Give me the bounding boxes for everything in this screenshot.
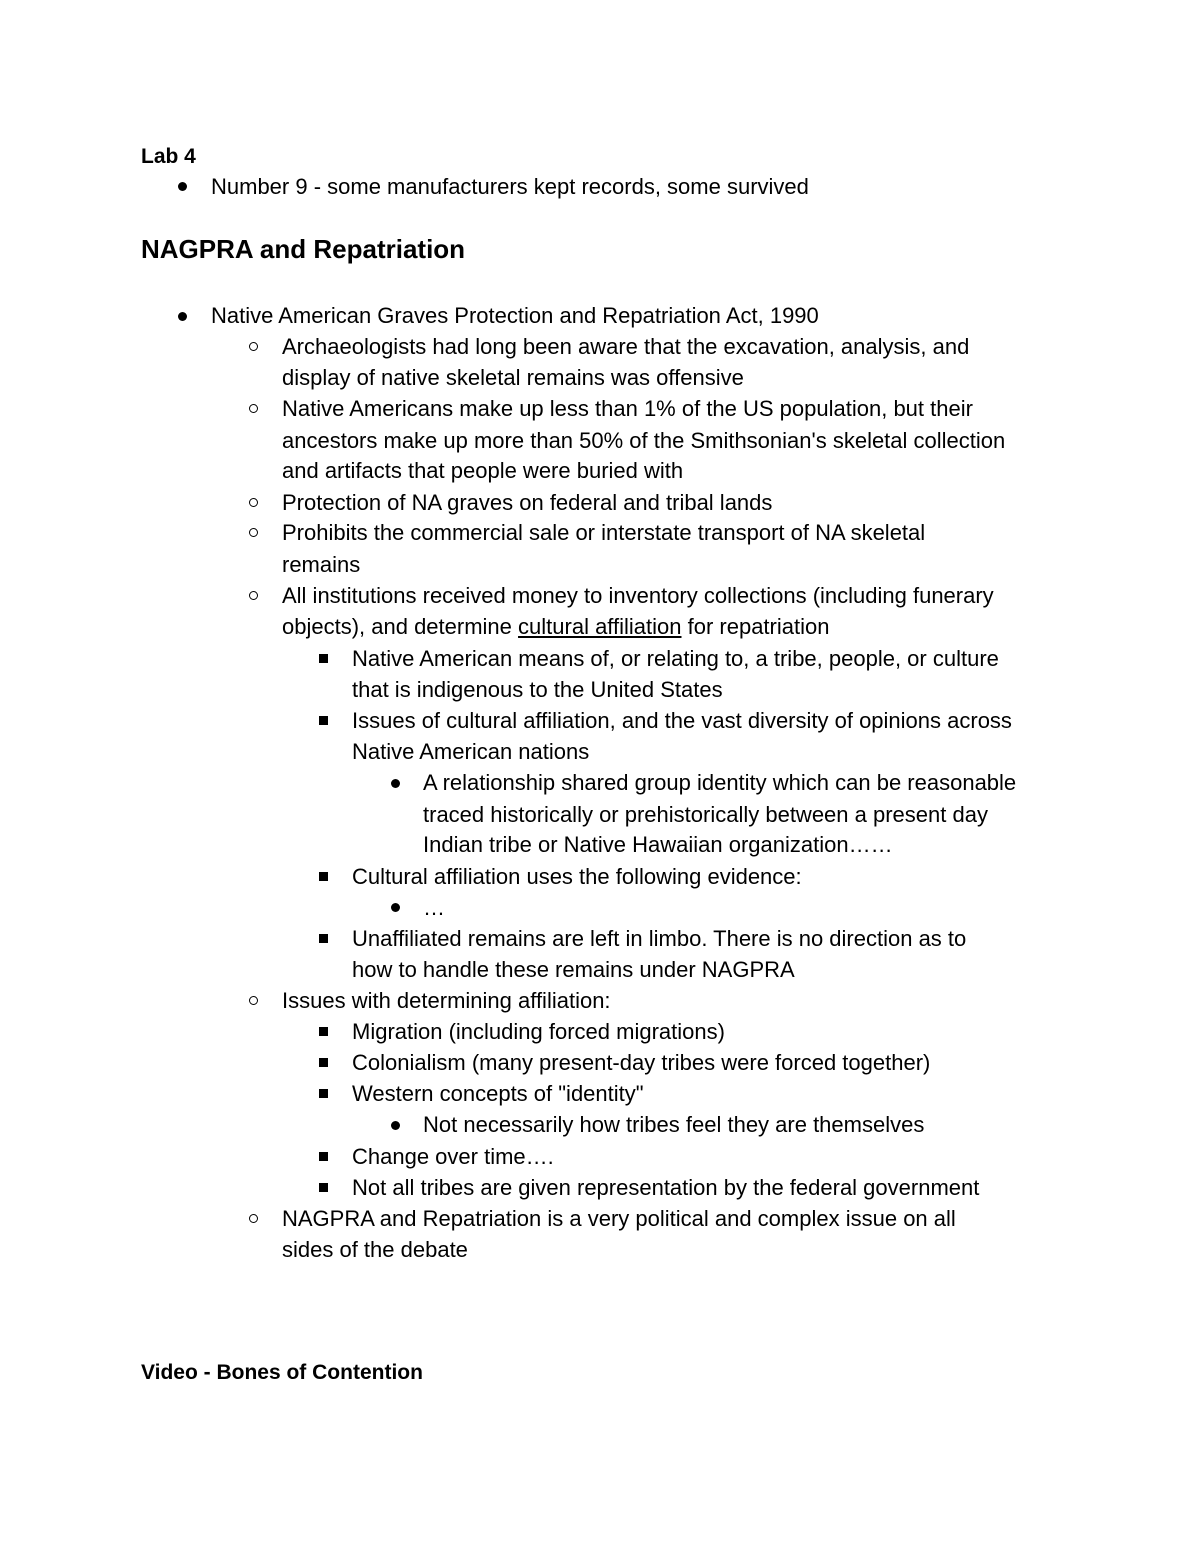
bullet-circle-icon bbox=[249, 498, 258, 507]
list-item-l3-4-line1: Unaffiliated remains are left in limbo. There is no direction as to bbox=[352, 926, 967, 951]
bullet-disc-icon bbox=[391, 1121, 400, 1130]
bullet-square-icon bbox=[319, 1152, 328, 1161]
bullet-square-icon bbox=[319, 1058, 328, 1067]
cultural-affiliation-link[interactable]: cultural affiliation bbox=[518, 614, 682, 639]
bullet-disc-icon bbox=[178, 182, 187, 191]
list-item-sub3: Protection of NA graves on federal and tribal lands bbox=[282, 490, 773, 515]
list-item-l3-1-line2: that is indigenous to the United States bbox=[352, 677, 723, 702]
list-item-l3-2-line2: Native American nations bbox=[352, 739, 590, 764]
list-item-l3-7: Western concepts of "identity" bbox=[352, 1081, 644, 1106]
bullet-square-icon bbox=[319, 872, 328, 881]
list-item-l3-6: Colonialism (many present-day tribes were forced together) bbox=[352, 1050, 931, 1075]
list-item-l4-1-line3: Indian tribe or Native Hawaiian organization…… bbox=[423, 832, 893, 857]
list-item-sub2-line3: and artifacts that people were buried with bbox=[282, 458, 684, 483]
lab-item: Number 9 - some manufacturers kept records, some survived bbox=[211, 174, 809, 199]
list-item-sub5-line2 bbox=[282, 611, 829, 642]
bullet-disc-icon bbox=[178, 312, 187, 321]
list-item-l3-9: Not all tribes are given representation by the federal government bbox=[352, 1175, 980, 1200]
list-item-sub7-line2: sides of the debate bbox=[282, 1237, 468, 1262]
list-item-sub2-line1: Native Americans make up less than 1% of the US population, but their bbox=[282, 396, 973, 421]
section-title: NAGPRA and Repatriation bbox=[141, 234, 466, 264]
bullet-square-icon bbox=[319, 1183, 328, 1192]
bullet-circle-icon bbox=[249, 996, 258, 1005]
list-item-sub2-line2: ancestors make up more than 50% of the Smithsonian's skeletal collection bbox=[282, 428, 1006, 453]
bullet-disc-icon bbox=[391, 779, 400, 788]
sub5-text-post: for repatriation bbox=[681, 614, 830, 639]
list-item-sub1-line1: Archaeologists had long been aware that the excavation, analysis, and bbox=[282, 334, 970, 359]
list-item-l3-5: Migration (including forced migrations) bbox=[352, 1019, 725, 1044]
bullet-disc-icon bbox=[391, 903, 400, 912]
list-item-sub7-line1: NAGPRA and Repatriation is a very political and complex issue on all bbox=[282, 1206, 956, 1231]
list-item-l3-1-line1: Native American means of, or relating to, a tribe, people, or culture bbox=[352, 646, 999, 671]
bullet-square-icon bbox=[319, 654, 328, 663]
list-item-sub1-line2: display of native skeletal remains was offensive bbox=[282, 365, 744, 390]
lab-title: Lab 4 bbox=[141, 145, 196, 168]
list-item-l4-1-line2: traced historically or prehistorically between a present day bbox=[423, 802, 988, 827]
list-item-sub6: Issues with determining affiliation: bbox=[282, 988, 611, 1013]
list-item-l4-2: … bbox=[423, 895, 445, 920]
bullet-circle-icon bbox=[249, 1214, 258, 1223]
bullet-square-icon bbox=[319, 1027, 328, 1036]
list-item-l3-2-line1: Issues of cultural affiliation, and the vast diversity of opinions across bbox=[352, 708, 1012, 733]
list-item-l4-3: Not necessarily how tribes feel they are themselves bbox=[423, 1112, 925, 1137]
list-item-l3-3: Cultural affiliation uses the following evidence: bbox=[352, 864, 802, 889]
bullet-circle-icon bbox=[249, 591, 258, 600]
video-title: Video - Bones of Contention bbox=[141, 1361, 423, 1384]
bullet-circle-icon bbox=[249, 404, 258, 413]
bullet-circle-icon bbox=[249, 342, 258, 351]
list-item-act: Native American Graves Protection and Repatriation Act, 1990 bbox=[211, 303, 819, 328]
list-item-l4-1-line1: A relationship shared group identity which can be reasonable bbox=[423, 770, 1017, 795]
list-item-sub5-line1: All institutions received money to inventory collections (including funerary bbox=[282, 583, 994, 608]
bullet-square-icon bbox=[319, 716, 328, 725]
list-item-l3-8: Change over time…. bbox=[352, 1144, 554, 1169]
list-item-sub4-line1: Prohibits the commercial sale or interstate transport of NA skeletal bbox=[282, 520, 926, 545]
bullet-square-icon bbox=[319, 1089, 328, 1098]
sub5-text-pre: objects), and determine bbox=[282, 614, 519, 639]
list-item-sub4-line2: remains bbox=[282, 552, 361, 577]
list-item-l3-4-line2: how to handle these remains under NAGPRA bbox=[352, 957, 795, 982]
bullet-square-icon bbox=[319, 934, 328, 943]
bullet-circle-icon bbox=[249, 528, 258, 537]
